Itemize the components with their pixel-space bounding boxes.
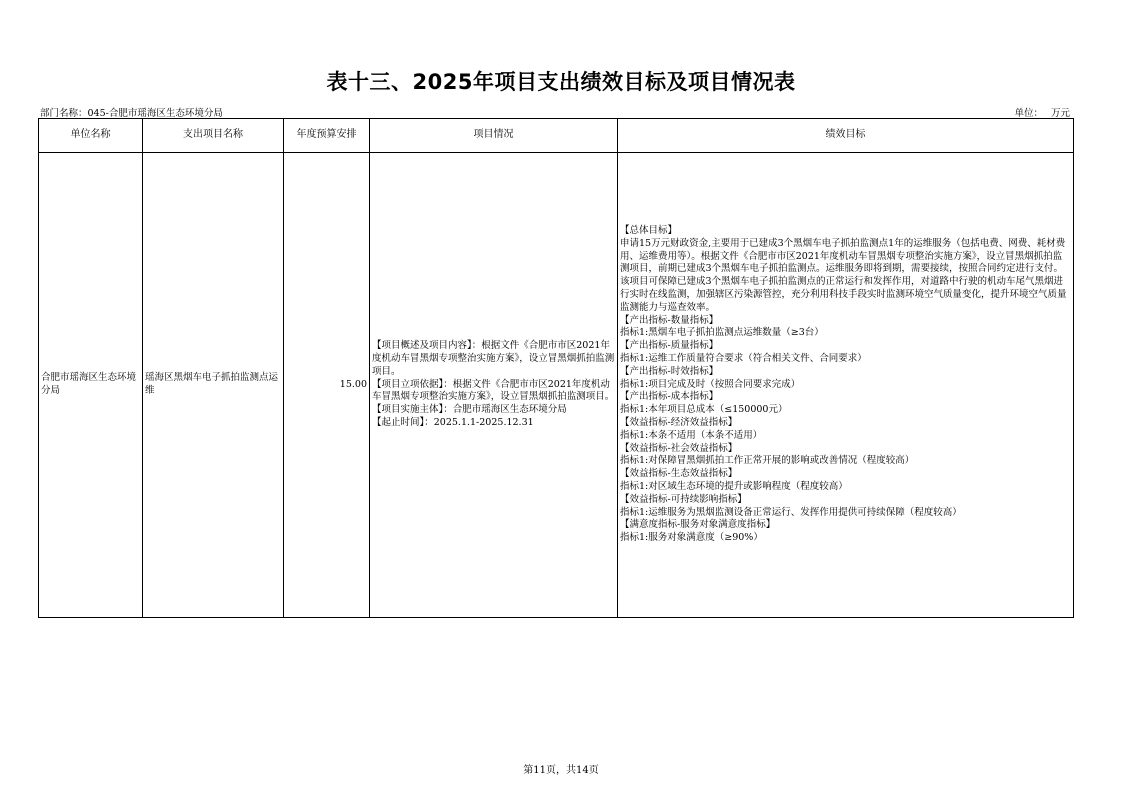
performance-line: 指标1:服务对象满意度（≥90%） xyxy=(620,532,763,544)
unit-label: 单位： xyxy=(1014,108,1043,119)
unit-line xyxy=(1006,105,1070,119)
performance-line: 【产出指标-质量指标】 xyxy=(620,340,719,352)
page-title: 表十三、2025年项目支出绩效目标及项目情况表 xyxy=(326,70,796,94)
header-performance: 绩效目标 xyxy=(618,119,1074,153)
performance-line: 指标1:黑烟车电子抓拍监测点运维数量（≥3台） xyxy=(620,327,824,339)
performance-line: 指标1:本条不适用（本条不适用） xyxy=(620,429,763,441)
performance-line: 【效益指标-生态效益指标】 xyxy=(620,468,738,480)
performance-line: 指标1:项目完成及时（按照合同要求完成） xyxy=(620,378,801,390)
performance-line: 【满意度指标-服务对象满意度指标】 xyxy=(620,519,776,531)
performance-line: 【产出指标-时效指标】 xyxy=(620,365,719,377)
header-project-name: 支出项目名称 xyxy=(143,119,284,153)
performance-table xyxy=(38,118,1074,618)
project-info-line: 【项目立项依据】：根据文件《合肥市市区2021年度机动车冒黑烟专项整治实施方案》，设立冒黑烟抓拍监测项目。 xyxy=(372,378,615,403)
page-number: 第11页，共14页 xyxy=(523,765,599,776)
cell-unit-name: 合肥市瑶海区生态环境分局 xyxy=(39,153,143,618)
performance-line: 【总体目标】 xyxy=(620,225,678,237)
performance-line: 指标1:本年项目总成本（≤150000元） xyxy=(620,404,788,416)
cell-performance xyxy=(618,153,1074,618)
performance-line: 申请15万元财政资金,主要用于已建成3个黑烟车电子抓拍监测点1年的运维服务（包括电费、网费、耗材费用、运维费用等）。根据文件《合肥市市区2021年度机动车冒黑烟专项整治实施方案》，设立冒黑烟抓拍监测项目，前期已建成3个黑烟车电子抓拍监测点。运维服务即将到期，需要接续，按照合同约定进行支付。该项目可保障已建成3个黑烟车电子抓拍监测点的正常运行和发挥作用，对道路中行驶的机动车尾气黑烟进行实时在线监测，加强辖区污染源管控，充分利用科技手段实时监测环境空气质量变化，提升环境空气质量监测能力与巡查效率。 xyxy=(620,237,1067,313)
performance-line: 【效益指标-经济效益指标】 xyxy=(620,416,738,428)
cell-project-info xyxy=(370,153,618,618)
table-header-row xyxy=(39,119,1074,153)
performance-line: 指标1:对保障冒黑烟抓拍工作正常开展的影响或改善情况（程度较高） xyxy=(620,455,915,467)
performance-line: 指标1:对区域生态环境的提升或影响程度（程度较高） xyxy=(620,480,848,492)
performance-line: 【效益指标-可持续影响指标】 xyxy=(620,493,747,505)
cell-budget: 15.00 xyxy=(284,153,370,618)
project-info-line: 【起止时间】：2025.1.1-2025.12.31 xyxy=(372,416,534,428)
department-line xyxy=(40,105,223,119)
performance-line: 指标1:运维服务为黑烟监测设备正常运行、发挥作用提供可持续保障（程度较高） xyxy=(620,506,962,518)
table-row xyxy=(39,153,1074,618)
performance-line: 【产出指标-数量指标】 xyxy=(620,314,719,326)
department-label: 部门名称： xyxy=(40,108,88,119)
department-value: 045-合肥市瑶海区生态环境分局 xyxy=(87,108,223,119)
performance-line: 【产出指标-成本指标】 xyxy=(620,391,719,403)
cell-project-name: 瑶海区黑烟车电子抓拍监测点运维 xyxy=(143,153,284,618)
performance-line: 【效益指标-社会效益指标】 xyxy=(620,442,738,454)
project-info-line: 【项目概述及项目内容】：根据文件《合肥市市区2021年度机动车冒黑烟专项整治实施方案》，设立冒黑烟抓拍监测项目。 xyxy=(372,340,615,377)
performance-line: 指标1:运维工作质量符合要求（符合相关文件、合同要求） xyxy=(620,353,867,364)
header-unit-name: 单位名称 xyxy=(39,119,143,153)
project-info-line: 【项目实施主体】：合肥市瑶海区生态环境分局 xyxy=(372,404,567,416)
unit-value: 万元 xyxy=(1050,108,1070,119)
header-budget: 年度预算安排 xyxy=(284,119,370,153)
header-project-info: 项目情况 xyxy=(370,119,618,153)
